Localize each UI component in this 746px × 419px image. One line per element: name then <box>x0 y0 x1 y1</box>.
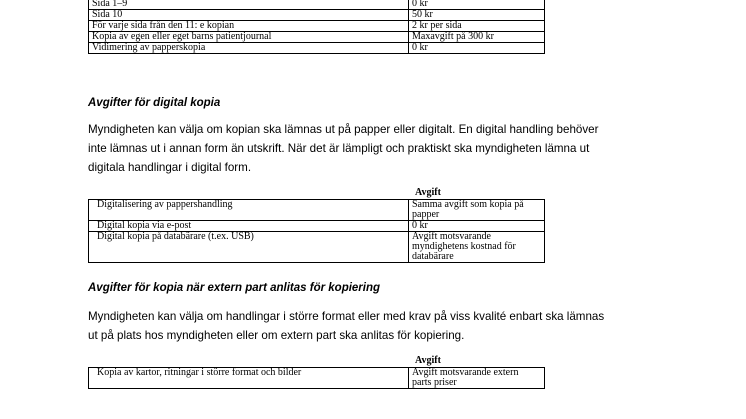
fee-item-cell: Digital kopia på databärare (t.ex. USB) <box>89 232 409 263</box>
paragraph-line: Myndigheten kan välja om kopian ska lämnas ut på papper eller digitalt. En digital handling behöver <box>88 123 599 136</box>
fee-value-cell: 0 kr <box>409 0 545 10</box>
digital-paragraph <box>88 120 678 177</box>
table-row <box>89 200 545 221</box>
fee-item-cell: Vidimering av papperskopia <box>89 43 409 54</box>
fees-table <box>88 0 545 54</box>
fee-item-cell: Digital kopia via e-post <box>89 221 409 232</box>
fee-value-cell: 0 kr <box>409 43 545 54</box>
external-paragraph <box>88 307 678 345</box>
fee-line: Avgift motsvarande <box>412 231 491 242</box>
fee-line: myndighetens kostnad för <box>412 241 516 252</box>
fee-item-cell: Kopia av kartor, ritningar i större format och bilder <box>89 368 409 389</box>
table-row <box>89 10 545 21</box>
fee-line: Samma avgift som kopia på <box>412 199 524 210</box>
fee-line: Avgift motsvarande extern <box>412 367 519 378</box>
fee-item-cell: Sida 1–9 <box>89 0 409 10</box>
fee-value-cell: 2 kr per sida <box>409 21 545 32</box>
paragraph-line: Myndigheten kan välja om handlingar i större format eller med krav på viss kvalité enbart ska lämnas <box>88 310 605 323</box>
fee-value-cell <box>409 368 545 389</box>
fee-value-cell <box>409 200 545 221</box>
fee-item-cell: Sida 10 <box>89 10 409 21</box>
table-row <box>89 221 545 232</box>
paragraph-line: digitala handlingar i digital form. <box>88 161 252 174</box>
fee-value-cell: Maxavgift på 300 kr <box>409 32 545 43</box>
fee-item-cell: Digitalisering av pappershandling <box>89 200 409 221</box>
fee-line: databärare <box>412 251 454 262</box>
digital-heading: Avgifter för digital kopia <box>88 97 221 109</box>
fee-value-cell <box>409 221 545 232</box>
digital-column-header: Avgift <box>415 187 441 198</box>
external-heading: Avgifter för kopia när extern part anlitas för kopiering <box>88 282 381 294</box>
paragraph-line: ut på plats hos myndigheten eller om extern part ska anlitas för kopiering. <box>88 329 465 342</box>
fee-line: 0 kr <box>412 220 428 231</box>
table-row <box>89 232 545 263</box>
fee-line: papper <box>412 209 440 220</box>
fee-item-cell: Kopia av egen eller eget barns patientjournal <box>89 32 409 43</box>
fee-item-cell: För varje sida från den 11: e kopian <box>89 21 409 32</box>
external-column-header: Avgift <box>415 355 441 366</box>
digital-fees-table <box>88 199 545 263</box>
fee-value-cell <box>409 232 545 263</box>
table-row <box>89 0 545 10</box>
fee-line: parts priser <box>412 377 457 388</box>
table-row <box>89 32 545 43</box>
table-row <box>89 21 545 32</box>
fee-value-cell: 50 kr <box>409 10 545 21</box>
table-row <box>89 368 545 389</box>
table-row <box>89 43 545 54</box>
paragraph-line: inte lämnas ut i annan form än utskrift. När det är lämpligt och praktiskt ska myndigheten lämna ut <box>88 142 590 155</box>
external-fees-table <box>88 367 545 389</box>
